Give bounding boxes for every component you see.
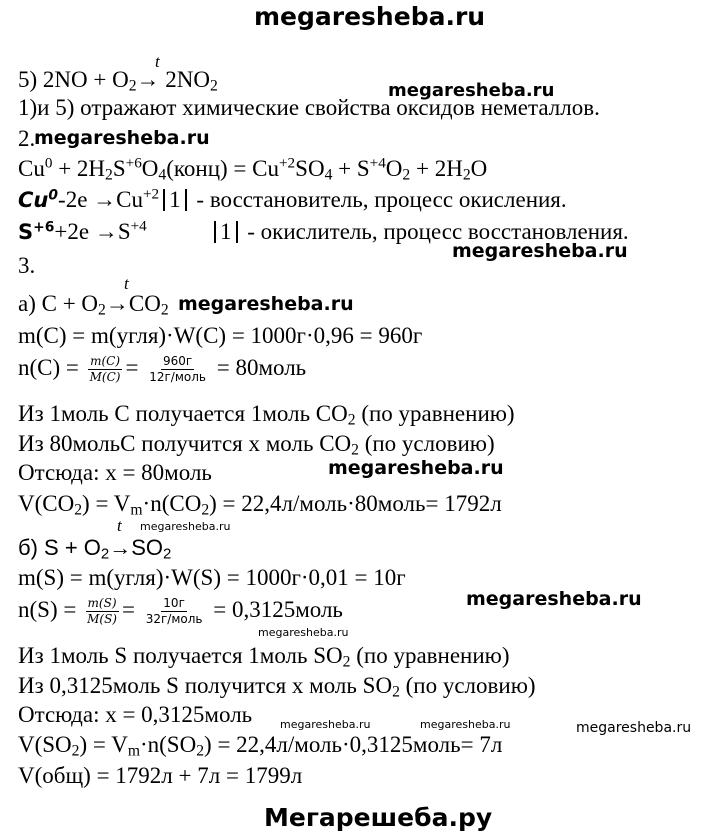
reaction-condition-t: t [117, 516, 122, 535]
result-a: Отсюда: x = 80моль [18, 460, 212, 485]
watermark-top: megaresheba.ru [254, 2, 486, 31]
watermark-small: megaresheba.ru [140, 520, 231, 533]
volume-co2: $V(CO_2) = V_m\cdot n(CO_2)$ = 22,4л/моль·80моль= 1792л [18, 491, 502, 519]
fraction: $\frac{960г}{\text{12г/моль}}$ [149, 354, 206, 385]
fraction: $\frac{m(C)}{M(C)}$ [89, 354, 121, 385]
redox-equation: $Cu^0$ + $2H_2S^{+6}O_4(конц) = Cu^{+2}SO_4 + S^{+4}O_2 + 2H_2O$ [18, 154, 488, 184]
watermark-small: megaresheba.ru [576, 720, 692, 736]
watermark-inline: megaresheba.ru [34, 127, 210, 149]
watermark-small: megaresheba.ru [258, 626, 349, 639]
moles-carbon: n(C) = $\frac{m(C)}{M(C)}$ = $\frac{960г}{\text{12г/моль}}$ = 80моль [18, 354, 307, 385]
proportion-line-2: Из 80мольC получится x моль $CO_2$ (по условию) [18, 431, 495, 459]
watermark-small: megaresheba.ru [280, 718, 371, 731]
proportion-line-4: Из 0,3125моль S получится x моль $SO_2$ (по условию) [18, 673, 536, 701]
result-b: Отсюда: x = 0,3125моль [18, 702, 253, 727]
reaction-b: б) $S + O_2\to SO_2$ [18, 535, 172, 563]
fraction: $\frac{10г}{\text{32г/моль}}$ [145, 596, 203, 627]
task-3-number: 3. [18, 253, 36, 278]
mass-sulfur: m(S) = m(угля)·W(S) = 1000г·0,01 = 10г [18, 565, 406, 590]
reaction-condition-t: t [124, 274, 129, 293]
fraction: $\frac{m(S)}{M(S)}$ [87, 596, 117, 627]
watermark-bottom: Мегарешеба.ру [264, 803, 493, 832]
task-2-number: 2. [18, 126, 36, 151]
watermark-inline: megaresheba.ru [328, 457, 504, 479]
total-volume: V(общ) = 1792л + 7л = 1799л [18, 763, 303, 788]
watermark-inline: megaresheba.ru [452, 240, 628, 262]
half-reaction-copper: $Cu^0-2e \to Cu^{+2}$ 1 - восстановитель, процесс окисления. [18, 185, 567, 212]
volume-so2: $V(SO_2) = V_m\cdot n(SO_2)$ = 22,4л/моль·0,3125моль= 7л [18, 732, 503, 760]
moles-sulfur: n(S) = $\frac{m(S)}{M(S)}$ = $\frac{10г}{\text{32г/моль}}$ = 0,3125моль [18, 596, 343, 627]
reaction-5: 5) $2NO + O_2\to 2NO_2$ [18, 67, 218, 95]
mass-carbon: m(C) = m(угля)·W(C) = 1000г·0,96 = 960г [18, 323, 423, 348]
reaction-condition-t: t [155, 52, 160, 71]
proportion-line-3: Из 1моль S получается 1моль $SO_2$ (по уравнению) [18, 643, 510, 671]
half-reaction-sulfur: $S^{+6}+2e \to S^{+4}$ [18, 217, 147, 244]
half-reaction-sulfur-coef: 1 - окислитель, процесс восстановления. [210, 218, 629, 245]
conclusion-line: 1)и 5) отражают химические свойства оксидов неметаллов. [18, 95, 600, 120]
proportion-line-1: Из 1моль C получается 1моль $CO_2$ (по уравнению) [18, 401, 515, 429]
watermark-inline: megaresheba.ru [178, 293, 354, 315]
watermark-inline: megaresheba.ru [388, 80, 555, 101]
watermark-inline: megaresheba.ru [466, 588, 642, 610]
watermark-small: megaresheba.ru [420, 718, 511, 731]
reaction-a: а) $C + O_2\to CO_2$ [18, 291, 169, 319]
